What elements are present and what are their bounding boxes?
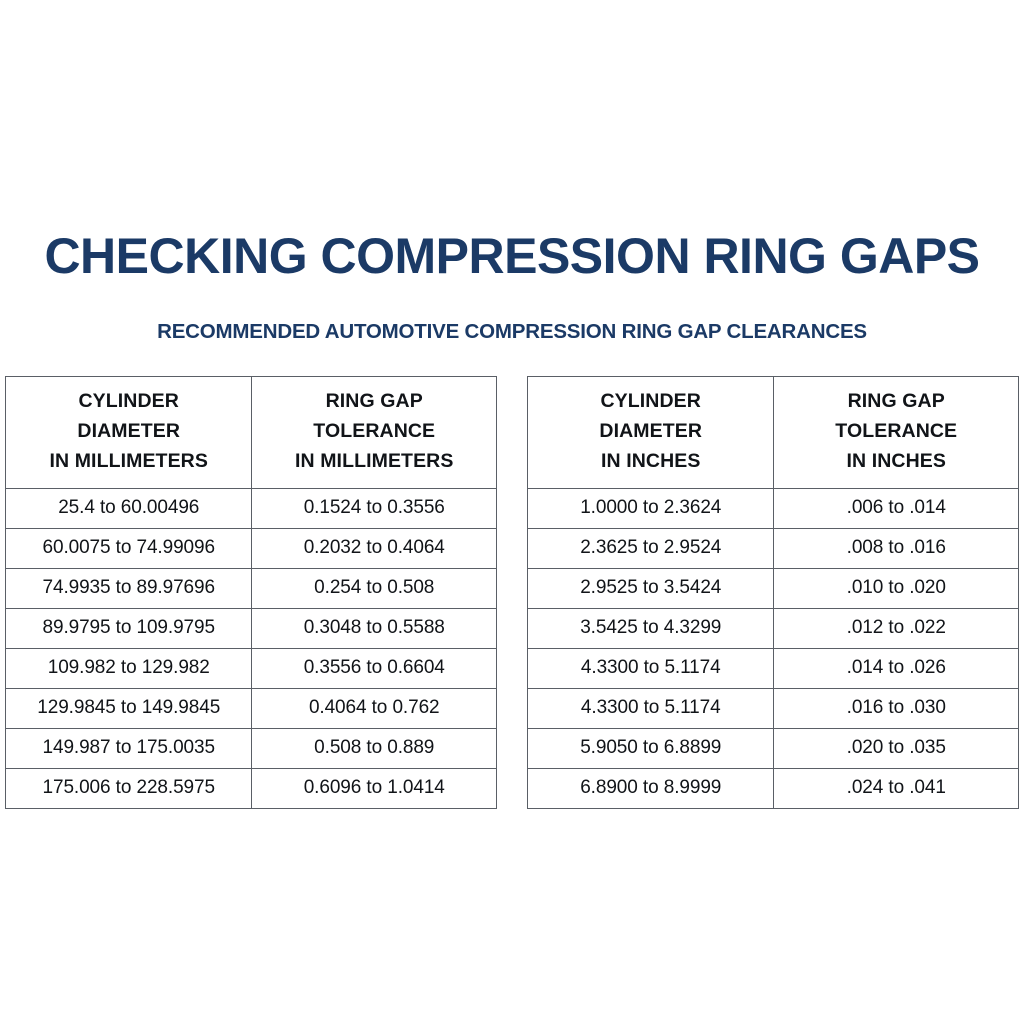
cell-ring-gap-tolerance: .006 to .014 — [774, 488, 1019, 528]
cell-ring-gap-tolerance: .010 to .020 — [774, 568, 1019, 608]
cell-ring-gap-tolerance: 0.2032 to 0.4064 — [252, 528, 497, 568]
table-row — [528, 568, 1019, 608]
table-row — [528, 648, 1019, 688]
cell-cylinder-diameter: 25.4 to 60.00496 — [6, 488, 252, 528]
cell-ring-gap-tolerance: 0.3556 to 0.6604 — [252, 648, 497, 688]
cell-ring-gap-tolerance: .014 to .026 — [774, 648, 1019, 688]
cell-ring-gap-tolerance: .012 to .022 — [774, 608, 1019, 648]
page-subtitle: RECOMMENDED AUTOMOTIVE COMPRESSION RING GAP CLEARANCES — [157, 320, 867, 343]
cell-ring-gap-tolerance: 0.254 to 0.508 — [252, 568, 497, 608]
table-row — [6, 688, 497, 728]
cell-cylinder-diameter: 4.3300 to 5.1174 — [528, 648, 774, 688]
header-line-1: RING GAP — [847, 390, 945, 412]
cell-ring-gap-tolerance: 0.508 to 0.889 — [252, 728, 497, 768]
table-row — [6, 528, 497, 568]
cell-cylinder-diameter: 175.006 to 228.5975 — [6, 768, 252, 808]
header-line-2: TOLERANCE — [835, 420, 958, 443]
table-row — [6, 608, 497, 648]
table-header-row — [528, 377, 1019, 489]
header-line-2: TOLERANCE — [313, 420, 436, 443]
table-row — [6, 568, 497, 608]
cell-cylinder-diameter: 109.982 to 129.982 — [6, 648, 252, 688]
header-line-3: IN MILLIMETERS — [49, 450, 208, 473]
table-row — [528, 528, 1019, 568]
page-title: CHECKING COMPRESSION RING GAPS — [44, 227, 980, 284]
table-row — [6, 768, 497, 808]
cell-cylinder-diameter: 1.0000 to 2.3624 — [528, 488, 774, 528]
cell-ring-gap-tolerance: .020 to .035 — [774, 728, 1019, 768]
header-line-3: IN INCHES — [846, 450, 946, 473]
cell-ring-gap-tolerance: 0.3048 to 0.5588 — [252, 608, 497, 648]
header-line-2: DIAMETER — [77, 420, 181, 443]
cell-cylinder-diameter: 129.9845 to 149.9845 — [6, 688, 252, 728]
cell-cylinder-diameter: 6.8900 to 8.9999 — [528, 768, 774, 808]
cell-cylinder-diameter: 74.9935 to 89.97696 — [6, 568, 252, 608]
cell-cylinder-diameter: 89.9795 to 109.9795 — [6, 608, 252, 648]
table-row — [6, 648, 497, 688]
table-row — [528, 688, 1019, 728]
table-row — [6, 488, 497, 528]
table-row — [6, 728, 497, 768]
table-row — [528, 608, 1019, 648]
cell-ring-gap-tolerance: 0.6096 to 1.0414 — [252, 768, 497, 808]
cell-cylinder-diameter: 149.987 to 175.0035 — [6, 728, 252, 768]
table-header-row — [6, 377, 497, 489]
header-line-3: IN MILLIMETERS — [294, 450, 454, 473]
table-row — [528, 488, 1019, 528]
cell-ring-gap-tolerance: .008 to .016 — [774, 528, 1019, 568]
cell-cylinder-diameter: 4.3300 to 5.1174 — [528, 688, 774, 728]
cell-cylinder-diameter: 2.3625 to 2.9524 — [528, 528, 774, 568]
column-header-cylinder-diameter-mm — [6, 377, 252, 489]
header-line-1: RING GAP — [325, 390, 423, 412]
column-header-ring-gap-tolerance-mm — [252, 377, 497, 489]
metric-table — [5, 376, 497, 809]
header-line-1: CYLINDER — [600, 390, 701, 412]
header-line-3: IN INCHES — [600, 450, 701, 473]
imperial-table — [527, 376, 1019, 809]
column-header-cylinder-diameter-in — [528, 377, 774, 489]
column-header-ring-gap-tolerance-in — [774, 377, 1019, 489]
cell-cylinder-diameter: 3.5425 to 4.3299 — [528, 608, 774, 648]
cell-ring-gap-tolerance: .016 to .030 — [774, 688, 1019, 728]
cell-cylinder-diameter: 5.9050 to 6.8899 — [528, 728, 774, 768]
cell-ring-gap-tolerance: 0.1524 to 0.3556 — [252, 488, 497, 528]
table-row — [528, 728, 1019, 768]
cell-ring-gap-tolerance: .024 to .041 — [774, 768, 1019, 808]
header-line-2: DIAMETER — [599, 420, 703, 443]
header-line-1: CYLINDER — [78, 390, 179, 412]
cell-cylinder-diameter: 60.0075 to 74.99096 — [6, 528, 252, 568]
cell-ring-gap-tolerance: 0.4064 to 0.762 — [252, 688, 497, 728]
cell-cylinder-diameter: 2.9525 to 3.5424 — [528, 568, 774, 608]
tables-container — [0, 376, 1024, 809]
table-row — [528, 768, 1019, 808]
